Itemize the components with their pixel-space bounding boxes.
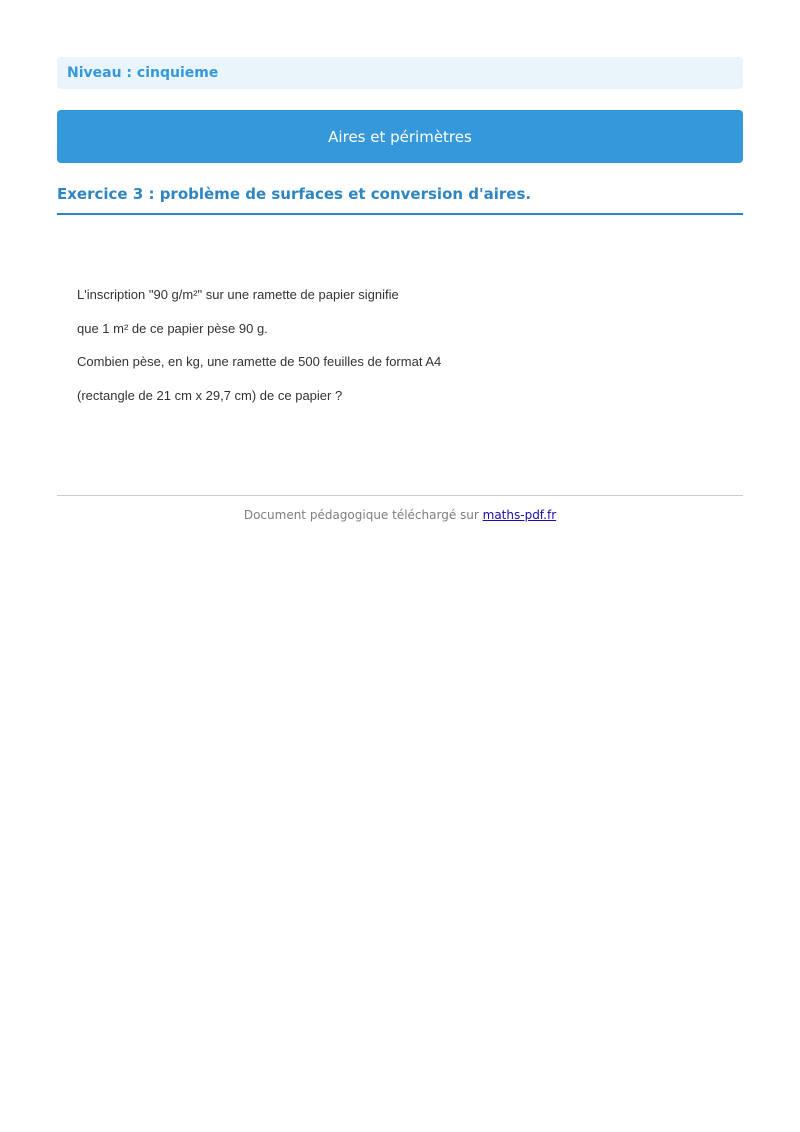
footer-text: Document pédagogique téléchargé sur [243, 508, 483, 522]
footer [57, 506, 743, 524]
level-banner [57, 57, 743, 89]
statement-line-4: (rectangle de 21 cm x 29,7 cm) de ce papier ? [77, 387, 343, 403]
footer-site-link[interactable]: maths-pdf.fr [482, 508, 557, 522]
footer-divider [57, 495, 743, 496]
statement-line-2: que 1 m² de ce papier pèse 90 g. [77, 320, 268, 336]
chapter-title-bar [57, 110, 743, 163]
chapter-title: Aires et périmètres [328, 127, 472, 146]
statement-line-3: Combien pèse, en kg, une ramette de 500 feuilles de format A4 [77, 354, 442, 369]
exercise-statement [77, 285, 677, 419]
statement-line-1: L'inscription "90 g/m²" sur une ramette de papier signifie [77, 287, 399, 302]
exercise-heading: Exercice 3 : problème de surfaces et conversion d'aires. [57, 184, 743, 215]
level-text: Niveau : cinquieme [67, 65, 219, 81]
